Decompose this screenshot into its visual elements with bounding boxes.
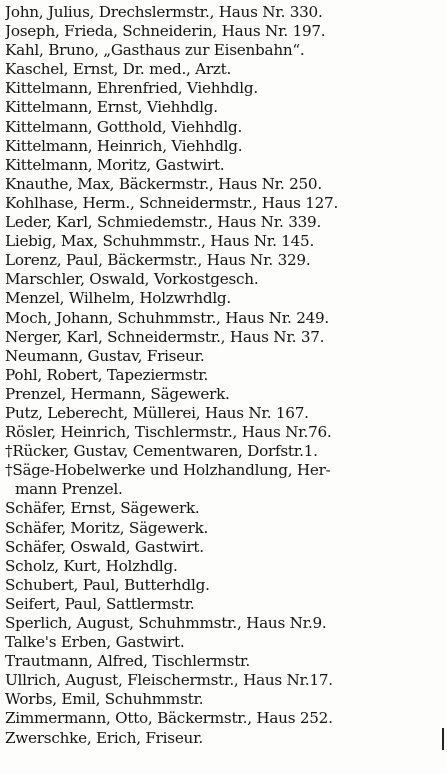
directory-entry: †Säge-Hobelwerke und Holzhandlung, Her- [5,461,331,480]
directory-entry: Liebig, Max, Schuhmmstr., Haus Nr. 145. [5,232,315,251]
directory-entry: Scholz, Kurt, Holzhdlg. [5,556,178,575]
directory-entry: Kohlhase, Herm., Schneidermstr., Haus 127. [5,193,339,212]
directory-entry: Kaschel, Ernst, Dr. med., Arzt. [5,60,232,79]
directory-entry: Lorenz, Paul, Bäckermstr., Haus Nr. 329. [5,251,311,270]
directory-entry: Leder, Karl, Schmiedemstr., Haus Nr. 339. [5,213,322,232]
directory-entry: Kittelmann, Gotthold, Viehhdlg. [5,117,243,136]
directory-entry: Nerger, Karl, Schneidermstr., Haus Nr. 37. [5,327,325,346]
directory-entry: †Rücker, Gustav, Cementwaren, Dorfstr.1. [5,442,318,461]
directory-list [5,3,445,748]
directory-entry: Neumann, Gustav, Friseur. [5,346,205,365]
directory-entry: Putz, Leberecht, Müllerei, Haus Nr. 167. [5,403,309,422]
directory-entry: Prenzel, Hermann, Sägewerk. [5,384,230,403]
page-edge-mark [442,728,444,750]
directory-entry: Schäfer, Moritz, Sägewerk. [5,518,209,537]
directory-entry: Menzel, Wilhelm, Holzwrhdlg. [5,289,231,308]
directory-entry: Trautmann, Alfred, Tischlermstr. [5,652,250,671]
directory-entry: Rösler, Heinrich, Tischlermstr., Haus Nr.76. [5,423,332,442]
directory-entry: Kittelmann, Moritz, Gastwirt. [5,155,225,174]
directory-entry: Pohl, Robert, Tapeziermstr. [5,365,209,384]
directory-entry: Ullrich, August, Fleischermstr., Haus Nr.17. [5,671,333,690]
directory-entry: Worbs, Emil, Schuhmmstr. [5,690,204,709]
directory-entry: Seifert, Paul, Sattlermstr. [5,594,195,613]
directory-entry: Moch, Johann, Schuhmmstr., Haus Nr. 249. [5,308,330,327]
directory-entry: Kittelmann, Heinrich, Viehhdlg. [5,136,243,155]
directory-entry: Zimmermann, Otto, Bäckermstr., Haus 252. [5,709,333,728]
directory-entry: Knauthe, Max, Bäckermstr., Haus Nr. 250. [5,174,322,193]
directory-entry: Schäfer, Oswald, Gastwirt. [5,537,204,556]
directory-entry: Talke's Erben, Gastwirt. [5,633,185,652]
directory-entry-continuation: mann Prenzel. [15,480,123,499]
directory-entry: Kittelmann, Ernst, Viehhdlg. [5,98,218,117]
directory-entry: John, Julius, Drechslermstr., Haus Nr. 330. [5,3,323,21]
directory-entry: Zwerschke, Erich, Friseur. [5,728,204,747]
directory-entry: Sperlich, August, Schuhmmstr., Haus Nr.9. [5,614,327,632]
directory-entry: Schubert, Paul, Butterhdlg. [5,575,210,594]
directory-entry: Kittelmann, Ehrenfried, Viehhdlg. [5,79,258,98]
directory-entry: Schäfer, Ernst, Sägewerk. [5,499,200,518]
directory-entry: Kahl, Bruno, „Gasthaus zur Eisenbahn“. [5,41,305,60]
directory-entry: Marschler, Oswald, Vorkostgesch. [5,270,259,289]
directory-entry: Joseph, Frieda, Schneiderin, Haus Nr. 197. [5,22,326,41]
